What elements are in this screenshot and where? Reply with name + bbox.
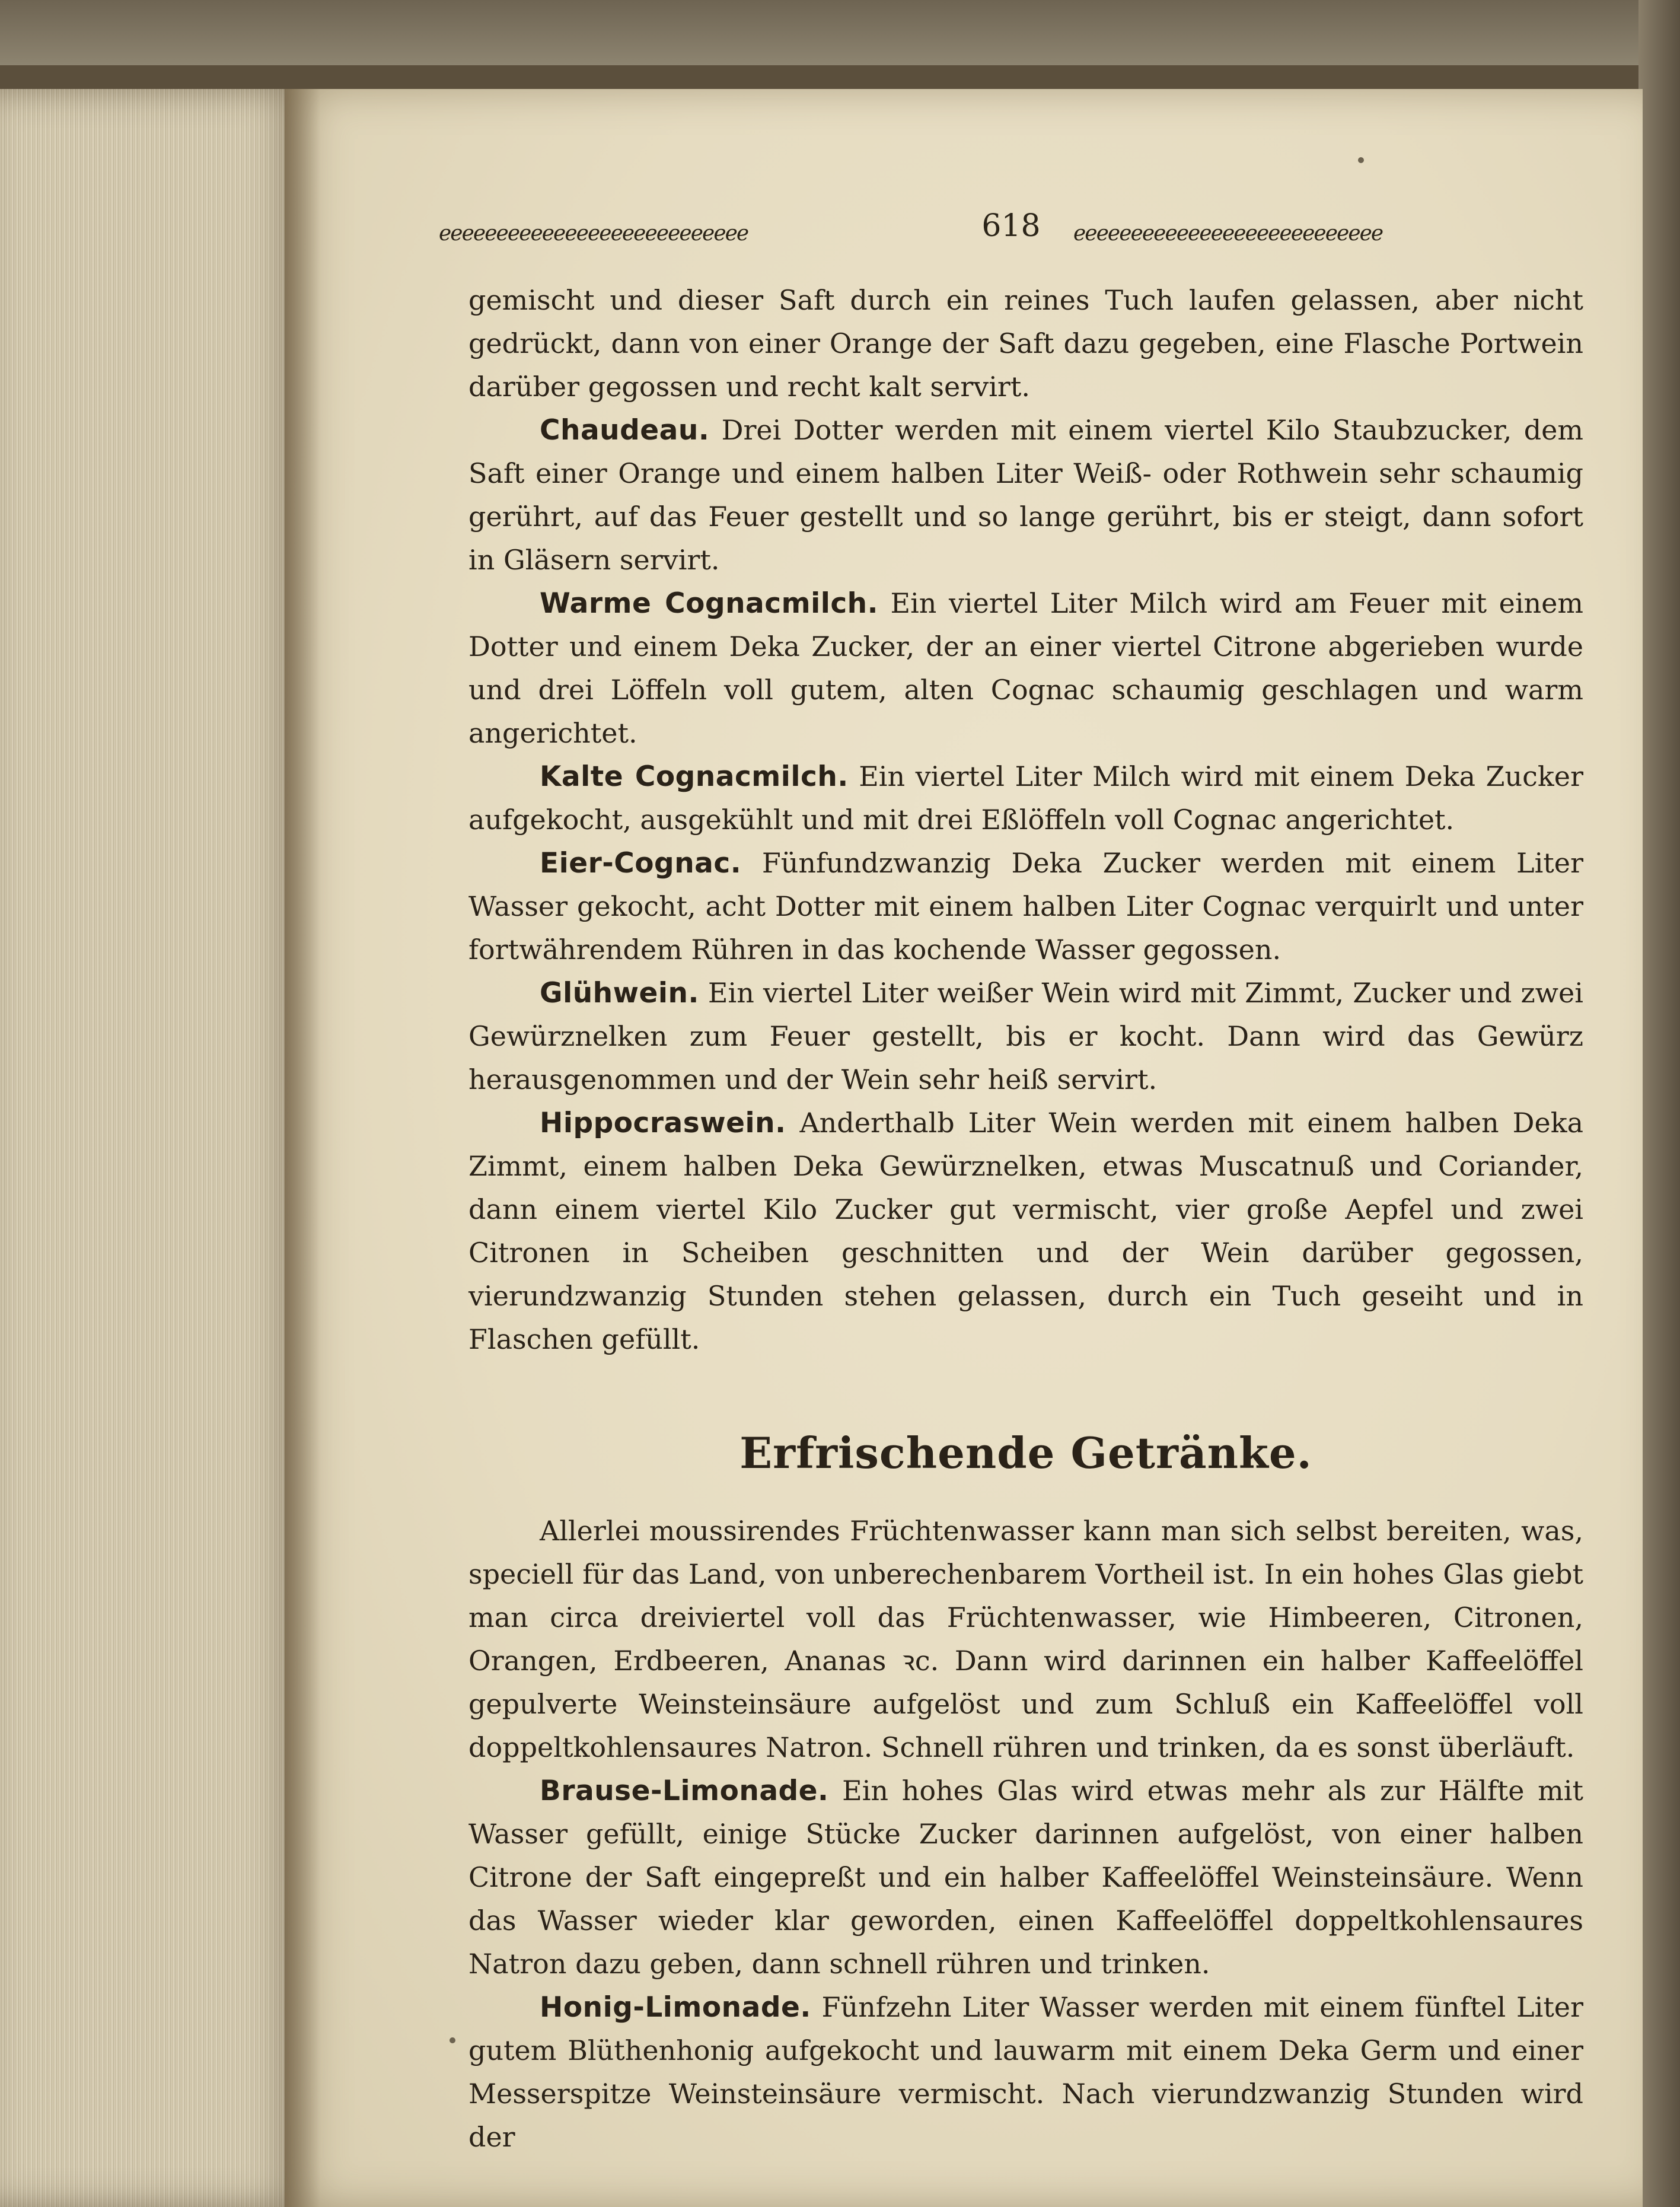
recipe-text: Anderthalb Liter Wein werden mit einem halben Deka Zimmt, einem halben Deka Gewürznelken, etwas Muscatnuß und Coriander, dann einem viertel Kilo Zucker gut vermischt, vier große Aepfel und zwei Citronen in Scheiben geschnitten und der Wein darüber gegossen, vierundzwanzig Stunden stehen gelassen, durch ein Tuch geseiht und in Flaschen gefüllt. bbox=[468, 1107, 1583, 1355]
paper-speck bbox=[1358, 157, 1364, 163]
page-text bbox=[468, 279, 1583, 2159]
recipe-title: Honig-Limonade. bbox=[540, 1991, 811, 2024]
recipe-gluehwein bbox=[468, 972, 1583, 1101]
book-cover-right-edge bbox=[1638, 0, 1680, 2207]
paper-speck bbox=[450, 2037, 455, 2043]
section-heading: Erfrischende Getränke. bbox=[739, 1428, 1312, 1478]
recipe-text: Ein viertel Liter Milch wird mit einem Deka Zucker aufgekocht, ausgekühlt und mit drei Eßlöffeln voll Cognac angerichtet. bbox=[468, 760, 1583, 836]
page-edges-stack bbox=[0, 89, 302, 2207]
recipe-title: Hippocraswein. bbox=[540, 1107, 786, 1139]
recipe-warme-cognacmilch bbox=[468, 582, 1583, 755]
page-number: 618 bbox=[981, 208, 1041, 244]
recipe-hippocraswein bbox=[468, 1101, 1583, 1361]
section-intro-paragraph: Allerlei moussirendes Früchtenwasser kann man sich selbst bereiten, was, speciell für das Land, von unberechenbarem Vortheil ist. In ein hohes Glas giebt man circa dreiviertel voll das Früchtenwasser, wie Himbeeren, Citronen, Orangen, Erdbeeren, Ananas ꝛc. Dann wird darinnen ein halber Kaffeelöffel gepulverte Weinsteinsäure aufgelöst und zum Schluß ein Kaffeelöffel voll doppeltkohlensaures Natron. Schnell rühren und trinken, da es sonst überläuft. bbox=[468, 1515, 1583, 1763]
recipe-title: Warme Cognacmilch. bbox=[540, 587, 878, 620]
spine-shadow bbox=[285, 89, 320, 2207]
recipe-brause-limonade bbox=[468, 1769, 1583, 1986]
recipe-text: Ein viertel Liter weißer Wein wird mit Zimmt, Zucker und zwei Gewürznelken zum Feuer gestellt, bis er kocht. Dann wird das Gewürz herausgenommen und der Wein sehr heiß servirt. bbox=[468, 977, 1583, 1095]
recipe-title: Glühwein. bbox=[540, 977, 699, 1009]
recipe-honig-limonade bbox=[468, 1986, 1583, 2159]
header-ornament-right: ℯℯℯℯℯℯℯℯℯℯℯℯℯℯℯℯℯℯℯℯℯℯℯℯℯℯℯ bbox=[1073, 221, 1383, 245]
recipe-text: Fünfundzwanzig Deka Zucker werden mit einem Liter Wasser gekocht, acht Dotter mit einem halben Liter Cognac verquirlt und unter fortwährendem Rühren in das kochende Wasser gegossen. bbox=[468, 847, 1584, 966]
recipe-kalte-cognacmilch bbox=[468, 755, 1583, 842]
recipe-title: Kalte Cognacmilch. bbox=[540, 760, 849, 793]
recipe-text: Fünfzehn Liter Wasser werden mit einem fünftel Liter gutem Blüthenhonig aufgekocht und lauwarm mit einem Deka Germ und einer Messerspitze Weinsteinsäure vermischt. Nach vierundzwanzig Stunden wird der bbox=[468, 1991, 1584, 2153]
recipe-text: Ein viertel Liter Milch wird am Feuer mit einem Dotter und einem Deka Zucker, der an einer viertel Citrone abgerieben wurde und drei Löffeln voll gutem, alten Cognac schaumig geschlagen und warm angerichtet. bbox=[468, 587, 1583, 749]
recipe-text: Drei Dotter werden mit einem viertel Kilo Staubzucker, dem Saft einer Orange und einem halben Liter Weiß- oder Rothwein sehr schaumig gerührt, auf das Feuer gestellt und so lange gerührt, bis er steigt, dann sofort in Gläsern servirt. bbox=[468, 414, 1584, 576]
recipe-chaudeau bbox=[468, 409, 1583, 582]
continuation-paragraph: gemischt und dieser Saft durch ein reines Tuch laufen gelassen, aber nicht gedrückt, dann von einer Orange der Saft dazu gegeben, eine Flasche Portwein darüber gegossen und recht kalt servirt. bbox=[468, 284, 1583, 403]
recipe-title: Chaudeau. bbox=[540, 414, 710, 447]
recipe-title: Brause-Limonade. bbox=[540, 1775, 829, 1807]
book-cover-top-edge bbox=[0, 0, 1680, 65]
recipe-title: Eier-Cognac. bbox=[540, 847, 742, 880]
running-header bbox=[439, 205, 1577, 258]
recipe-eier-cognac bbox=[468, 842, 1583, 972]
header-ornament-left: ℯℯℯℯℯℯℯℯℯℯℯℯℯℯℯℯℯℯℯℯℯℯℯℯℯℯℯ bbox=[439, 221, 748, 245]
recipe-text: Ein hohes Glas wird etwas mehr als zur Hälfte mit Wasser gefüllt, einige Stücke Zucker darinnen aufgelöst, von einer halben Citrone der Saft eingepreßt und ein halber Kaffeelöffel Weinsteinsäure. Wenn das Wasser wieder klar geworden, einen Kaffeelöffel doppeltkohlensaures Natron dazu geben, dann schnell rühren und trinken. bbox=[468, 1775, 1583, 1980]
